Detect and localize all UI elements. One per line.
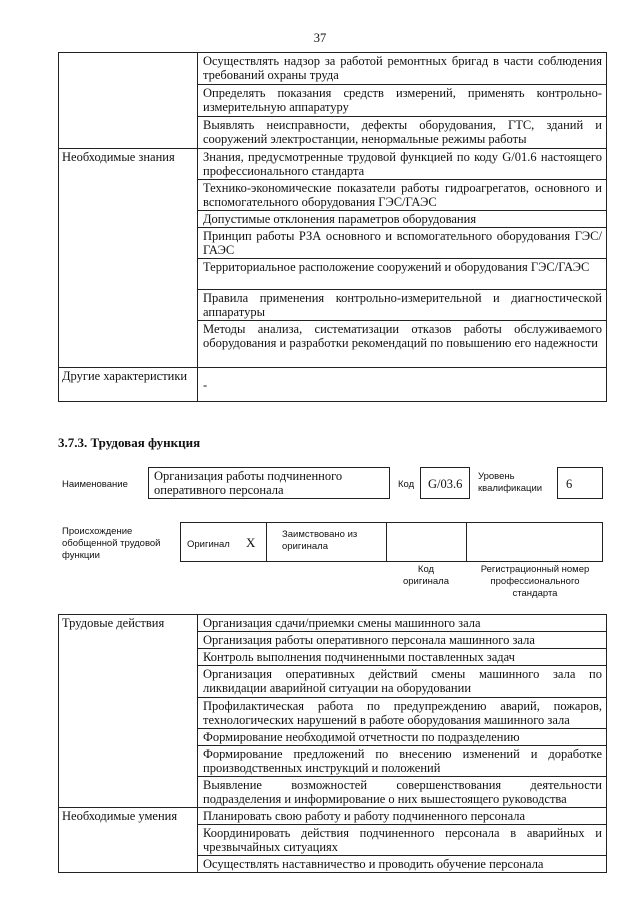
borrowed-label: Заимствовано из оригинала xyxy=(282,529,358,552)
origin-divider xyxy=(386,522,387,562)
row-value: Профилактическая работа по предупреждению аварий, пожаров, технологических нарушений в работе оборудования машинного зала xyxy=(198,698,607,729)
required-knowledge-label: Необходимые знания xyxy=(59,149,198,368)
row-value: Правила применения контрольно-измерительной и диагностической аппаратуры xyxy=(198,290,607,321)
top-requirements-table xyxy=(58,52,607,402)
row-label xyxy=(59,53,198,149)
table-row xyxy=(59,615,607,632)
page-number: 37 xyxy=(313,31,327,45)
row-value: Определять показания средств измерений, применять контрольно-измерительную аппаратуру xyxy=(198,85,607,117)
row-value: Формирование предложений по внесению изменений и доработке производственных инструкций и положений xyxy=(198,746,607,777)
table-row xyxy=(59,149,607,180)
row-value: Знания, предусмотренные трудовой функцией по коду G/01.6 настоящего профессионального стандарта xyxy=(198,149,607,180)
labor-actions-label: Трудовые действия xyxy=(59,615,198,808)
row-value: Методы анализа, систематизации отказов работы обслуживаемого оборудования и разработки рекомендаций по повышению его надежности xyxy=(198,321,607,368)
row-value: Допустимые отклонения параметров оборудования xyxy=(198,211,607,228)
row-value: Выявлять неисправности, дефекты оборудования, ГТС, зданий и сооружений электростанции, ненормальные режимы работы xyxy=(198,117,607,149)
other-characteristics-label: Другие характеристики xyxy=(59,368,198,402)
section-heading: 3.7.3. Трудовая функция xyxy=(58,435,201,450)
origin-divider xyxy=(466,522,467,562)
original-label: Оригинал xyxy=(187,539,230,550)
row-value: Технико-экономические показатели работы гидроагрегатов, основного и вспомогательного оборудования ГЭС/ГАЭС xyxy=(198,180,607,211)
row-value: - xyxy=(198,368,607,402)
code-caption: Код оригинала xyxy=(402,564,449,587)
row-value: Формирование необходимой отчетности по подразделению xyxy=(198,729,607,746)
row-value: Территориальное расположение сооружений и оборудования ГЭС/ГАЭС xyxy=(198,259,607,290)
row-value: Осуществлять наставничество и проводить обучение персонала xyxy=(198,856,607,873)
origin-divider xyxy=(266,522,267,562)
table-row xyxy=(59,53,607,85)
level-box: 6 xyxy=(557,467,603,499)
table-row xyxy=(59,808,607,825)
table-row xyxy=(59,368,607,402)
function-name-box: Организация работы подчиненного оперативного персонала xyxy=(148,467,390,499)
row-value: Организация работы оперативного персонала машинного зала xyxy=(198,632,607,649)
original-mark: X xyxy=(246,535,256,550)
row-value: Принцип работы РЗА основного и вспомогательного оборудования ГЭС/ГАЭС xyxy=(198,228,607,259)
row-value: Планировать свою работу и работу подчиненного персонала xyxy=(198,808,607,825)
row-value: Контроль выполнения подчиненными поставленных задач xyxy=(198,649,607,666)
origin-label: Происхождение обобщенной трудовой функции xyxy=(62,526,161,561)
origin-box xyxy=(180,522,603,562)
code-box: G/03.6 xyxy=(420,467,470,499)
registration-caption: Регистрационный номер профессионального стандарта xyxy=(480,564,590,599)
name-label: Наименование xyxy=(62,479,128,490)
row-value: Выявление возможностей совершенствования деятельности подразделения и информирование о них вышестоящего руководства xyxy=(198,777,607,808)
labor-actions-table xyxy=(58,614,607,873)
row-value: Координировать действия подчиненного персонала в аварийных и чрезвычайных ситуациях xyxy=(198,825,607,856)
row-value: Осуществлять надзор за работой ремонтных бригад в части соблюдения требований охраны труда xyxy=(198,53,607,85)
row-value: Организация оперативных действий смены машинного зала по ликвидации аварийной ситуации на оборудовании xyxy=(198,666,607,698)
row-value: Организация сдачи/приемки смены машинного зала xyxy=(198,615,607,632)
level-label: Уровень квалификации xyxy=(478,471,543,494)
code-label: Код xyxy=(398,479,415,490)
required-skills-label: Необходимые умения xyxy=(59,808,198,873)
